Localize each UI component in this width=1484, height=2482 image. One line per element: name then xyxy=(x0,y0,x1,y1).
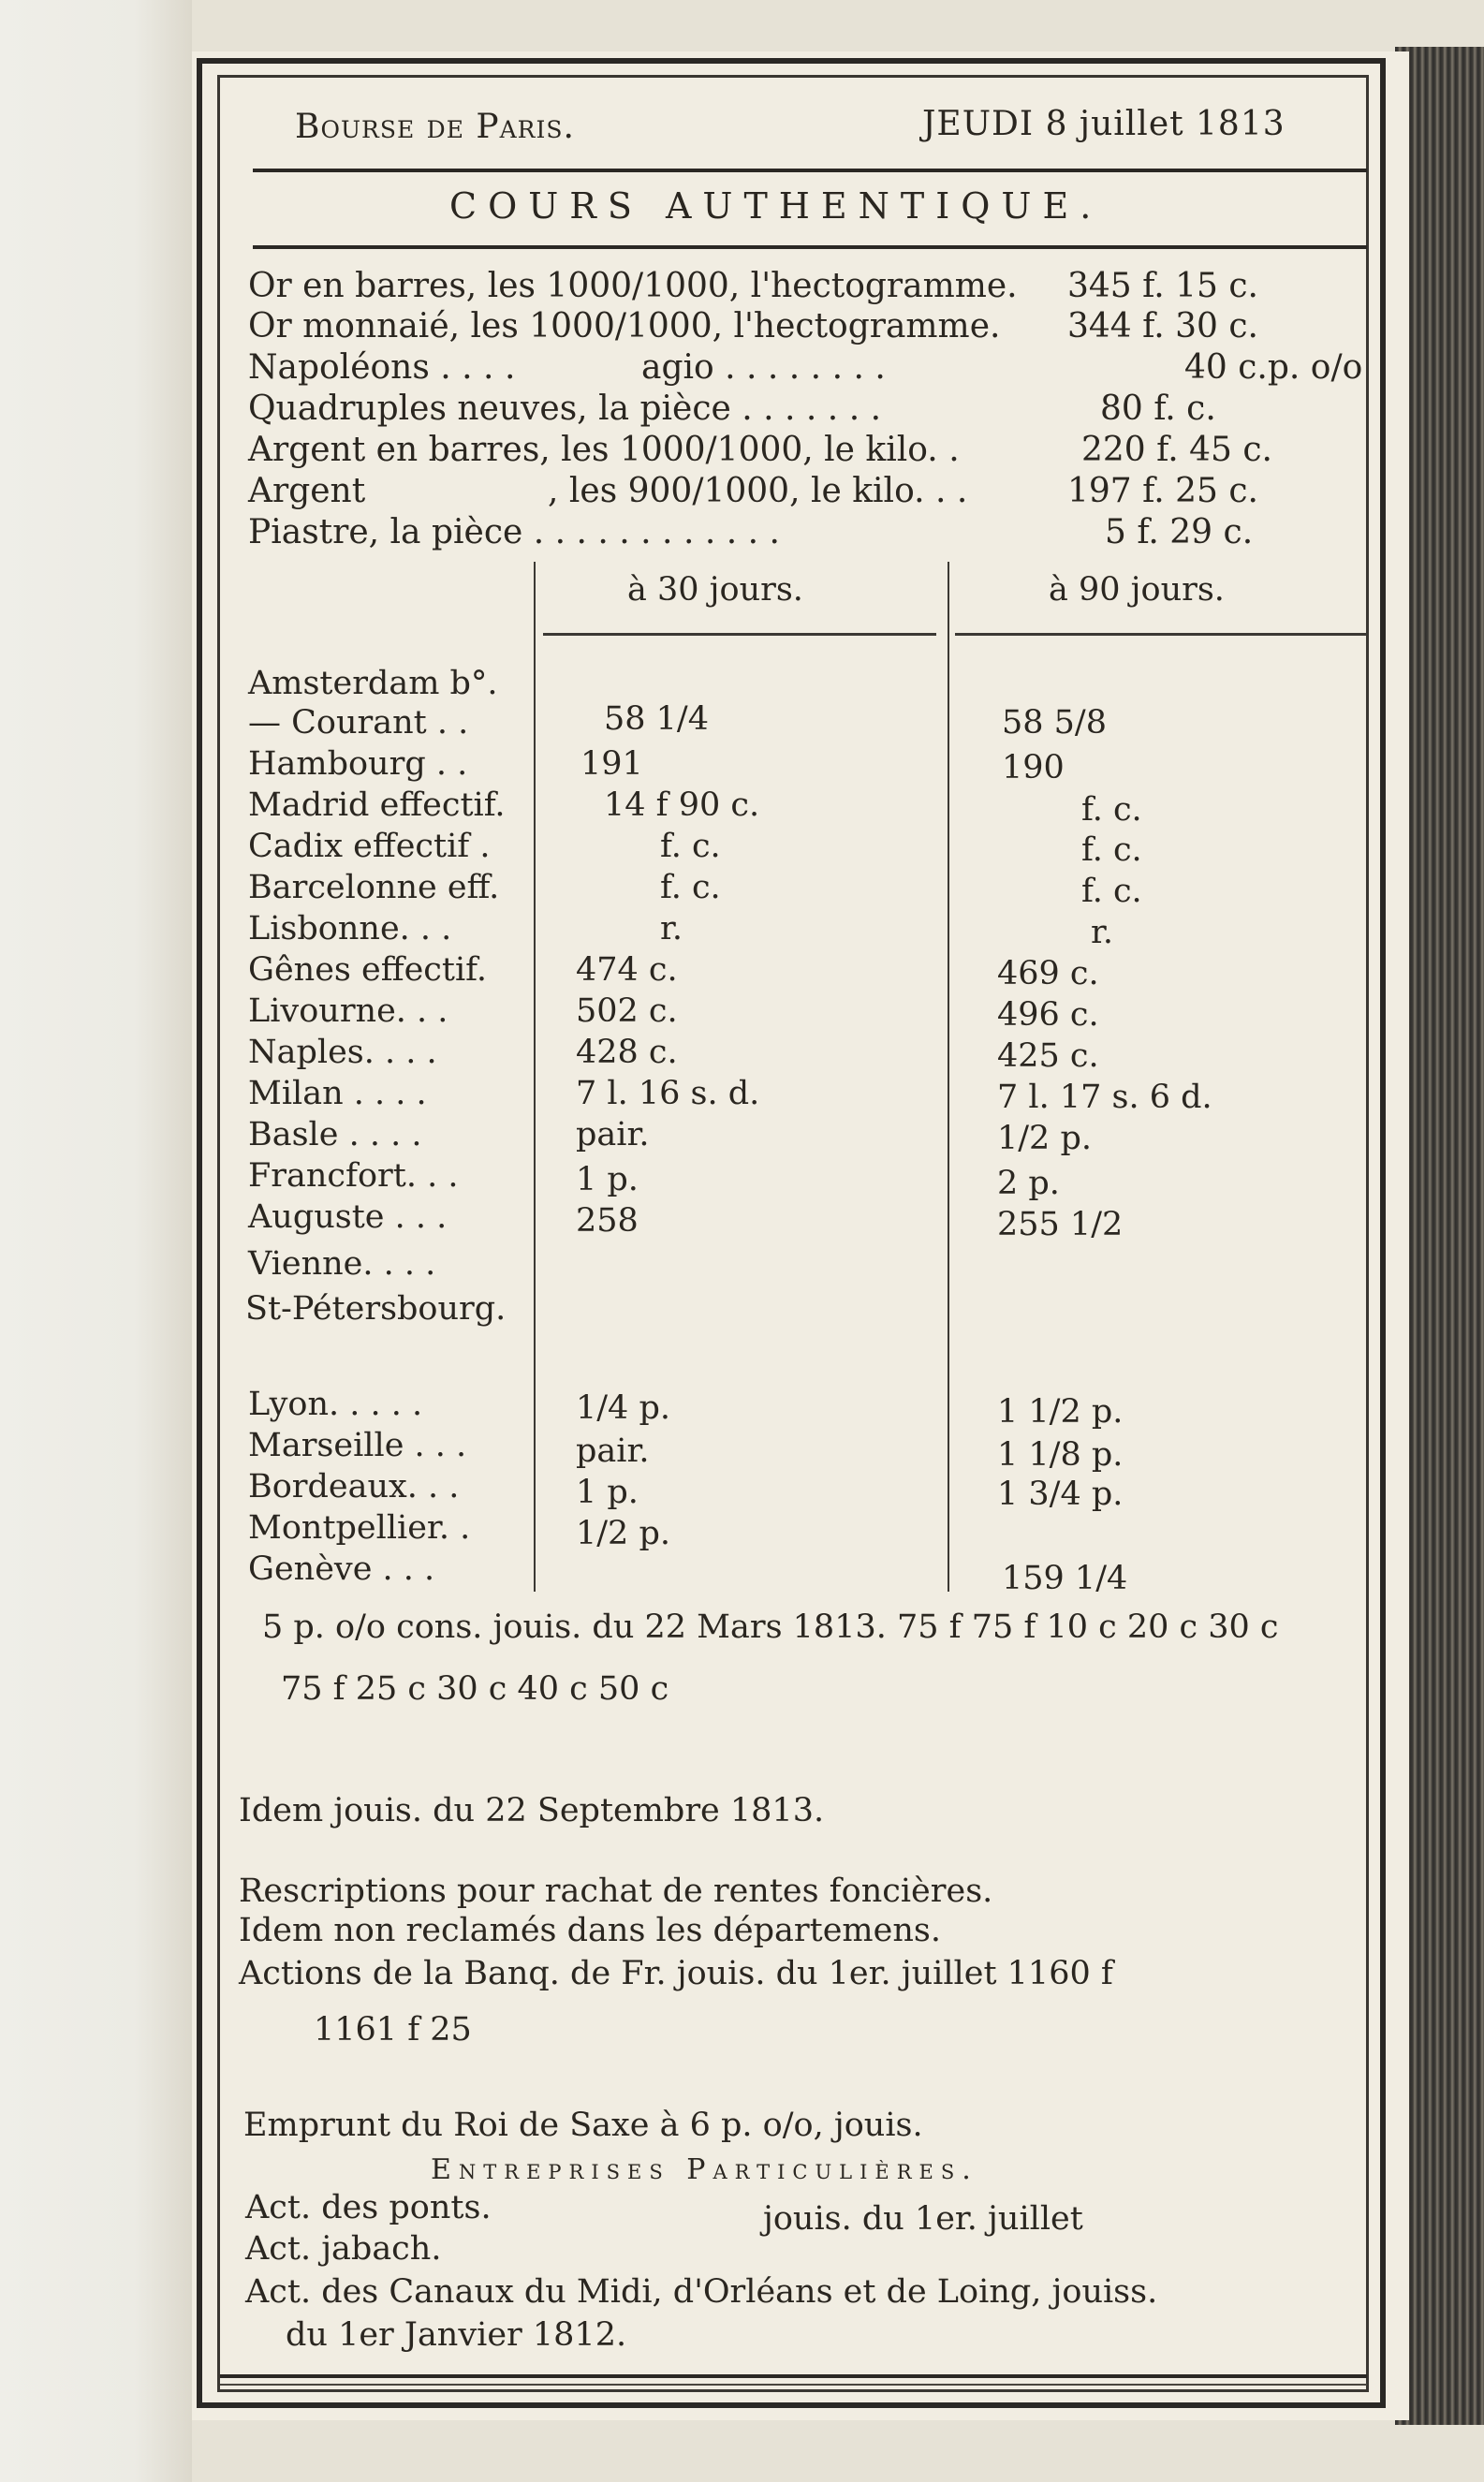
exchange-90: 425 c. xyxy=(997,1037,1099,1075)
metal-value: 345 f. 15 c. xyxy=(1067,267,1258,305)
other-line: Emprunt du Roi de Saxe à 6 p. o/o, jouis. xyxy=(243,2107,923,2144)
metal-value: 220 f. 45 c. xyxy=(1081,431,1272,469)
exchange-90: 190 xyxy=(1002,749,1065,786)
exchange-30: f. c. xyxy=(660,828,721,865)
other-line: Rescriptions pour rachat de rentes foncières. xyxy=(239,1873,993,1910)
exchange-90: 469 c. xyxy=(997,955,1099,992)
rentes-line: Idem jouis. du 22 Septembre 1813. xyxy=(239,1792,825,1829)
exchange-place: Amsterdam b°. xyxy=(248,665,498,702)
metal-value: 197 f. 25 c. xyxy=(1067,472,1258,510)
exchange-90: f. c. xyxy=(1081,873,1142,910)
exchange-30: 1/2 p. xyxy=(576,1515,670,1552)
rentes-line: 5 p. o/o cons. jouis. du 22 Mars 1813. 75 f 75 f 10 c 20 c 30 c xyxy=(262,1608,1279,1646)
col-header-rule xyxy=(543,633,936,636)
metal-mid: agio . . . . . . . . xyxy=(641,348,886,387)
metal-label: Quadruples neuves, la pièce . . . . . . . xyxy=(248,389,882,428)
exchange-place: Naples. . . . xyxy=(248,1034,437,1071)
exchange-90: 1 1/8 p. xyxy=(997,1436,1124,1474)
exchange-90: f. c. xyxy=(1081,831,1142,869)
exchange-90: 58 5/8 xyxy=(1002,704,1107,742)
other-line: 1161 f 25 xyxy=(314,2011,472,2049)
exchange-place: Genève . . . xyxy=(248,1550,435,1588)
rentes-line: 75 f 25 c 30 c 40 c 50 c xyxy=(281,1670,669,1708)
header-date: JEUDI 8 juillet 1813 xyxy=(922,105,1286,143)
book-gutter xyxy=(0,0,192,2482)
exchange-90: 255 1/2 xyxy=(997,1206,1124,1243)
metal-value: 344 f. 30 c. xyxy=(1067,307,1258,345)
exchange-30: 1/4 p. xyxy=(576,1389,670,1427)
exchange-place: Madrid effectif. xyxy=(248,786,506,824)
exchange-place: Basle . . . . xyxy=(248,1116,422,1153)
exchange-place: Bordeaux. . . xyxy=(248,1468,460,1505)
col-header-90: à 90 jours. xyxy=(1049,571,1225,609)
exchange-30: 502 c. xyxy=(576,992,678,1030)
table-divider xyxy=(948,562,949,1592)
exchange-place: Lisbonne. . . xyxy=(248,910,452,947)
exchange-30: pair. xyxy=(576,1116,650,1153)
exchange-30: pair. xyxy=(576,1432,650,1470)
metal-label: Or en barres, les 1000/1000, l'hectogramme. xyxy=(248,267,1018,305)
exchange-30: 1 p. xyxy=(576,1474,639,1511)
exchange-30: 1 p. xyxy=(576,1161,639,1198)
exchange-30: r. xyxy=(660,910,683,947)
page-title: COURS AUTHENTIQUE. xyxy=(449,185,1103,227)
other-line: Actions de la Banq. de Fr. jouis. du 1er. juillet 1160 f xyxy=(239,1955,1113,1992)
bottom-rule xyxy=(220,2374,1367,2378)
exchange-90: 7 l. 17 s. 6 d. xyxy=(997,1079,1212,1116)
metal-value: 5 f. 29 c. xyxy=(1105,513,1254,551)
exchange-30: 14 f 90 c. xyxy=(604,786,760,824)
metal-label: Napoléons . . . . xyxy=(248,348,516,387)
metal-value: 40 c.p. o/o xyxy=(1184,348,1363,387)
exchange-90: 1/2 p. xyxy=(997,1120,1092,1157)
other-line: du 1er Janvier 1812. xyxy=(286,2316,627,2354)
exchange-90: 496 c. xyxy=(997,996,1099,1034)
exchange-30: 7 l. 16 s. d. xyxy=(576,1075,760,1112)
exchange-30: 191 xyxy=(580,745,643,783)
exchange-place: Gênes effectif. xyxy=(248,951,487,989)
exchange-place: Marseille . . . xyxy=(248,1427,467,1464)
exchange-place: Hambourg . . xyxy=(248,745,468,783)
exchange-90: 159 1/4 xyxy=(1002,1560,1128,1597)
metal-label: Or monnaié, les 1000/1000, l'hectogramme. xyxy=(248,307,1001,345)
exchange-place: Lyon. . . . . xyxy=(248,1386,423,1423)
exchange-30: f. c. xyxy=(660,869,721,906)
exchange-30: 428 c. xyxy=(576,1034,678,1071)
exchange-90: 2 p. xyxy=(997,1165,1060,1202)
title-rule xyxy=(253,245,1367,249)
metal-mid: , les 900/1000, le kilo. . . xyxy=(548,472,968,510)
metal-label: Piastre, la pièce . . . . . . . . . . . . xyxy=(248,513,780,551)
header-rule xyxy=(253,169,1367,172)
exchange-30: 58 1/4 xyxy=(604,700,709,738)
exchange-place: Barcelonne eff. xyxy=(248,869,500,906)
exchange-place: — Courant . . xyxy=(248,704,469,742)
other-line: Act. des ponts. xyxy=(245,2189,492,2226)
exchange-place: Francfort. . . xyxy=(248,1157,459,1195)
exchange-30: 474 c. xyxy=(576,951,678,989)
bottom-rule xyxy=(220,2384,1367,2386)
metal-label: Argent xyxy=(248,472,366,510)
exchange-place: Milan . . . . xyxy=(248,1075,427,1112)
exchange-90: r. xyxy=(1091,914,1114,951)
other-line: Idem non reclamés dans les départemens. xyxy=(239,1912,941,1949)
col-header-rule xyxy=(955,633,1367,636)
other-line: Act. des Canaux du Midi, d'Orléans et de Loing, jouiss. xyxy=(245,2273,1158,2311)
exchange-30: 258 xyxy=(576,1202,639,1240)
metal-value: 80 f. c. xyxy=(1100,389,1216,428)
exchange-90: 1 1/2 p. xyxy=(997,1393,1124,1431)
exchange-place: Auguste . . . xyxy=(248,1198,448,1236)
section-heading: Entreprises Particulières. xyxy=(431,2153,978,2186)
exchange-place: Cadix effectif . xyxy=(248,828,491,865)
exchange-place: Vienne. . . . xyxy=(248,1245,436,1283)
exchange-place: Livourne. . . xyxy=(248,992,448,1030)
exchange-place: Montpellier. . xyxy=(248,1509,471,1547)
metal-label: Argent en barres, les 1000/1000, le kilo. . xyxy=(248,431,960,469)
other-line: jouis. du 1er. juillet xyxy=(763,2200,1083,2238)
header-left: Bourse de Paris. xyxy=(295,108,575,146)
col-header-30: à 30 jours. xyxy=(627,571,803,609)
exchange-90: 1 3/4 p. xyxy=(997,1476,1124,1513)
exchange-place: St-Pétersbourg. xyxy=(245,1290,507,1328)
other-line: Act. jabach. xyxy=(245,2230,442,2268)
exchange-90: f. c. xyxy=(1081,791,1142,829)
table-divider xyxy=(534,562,536,1592)
